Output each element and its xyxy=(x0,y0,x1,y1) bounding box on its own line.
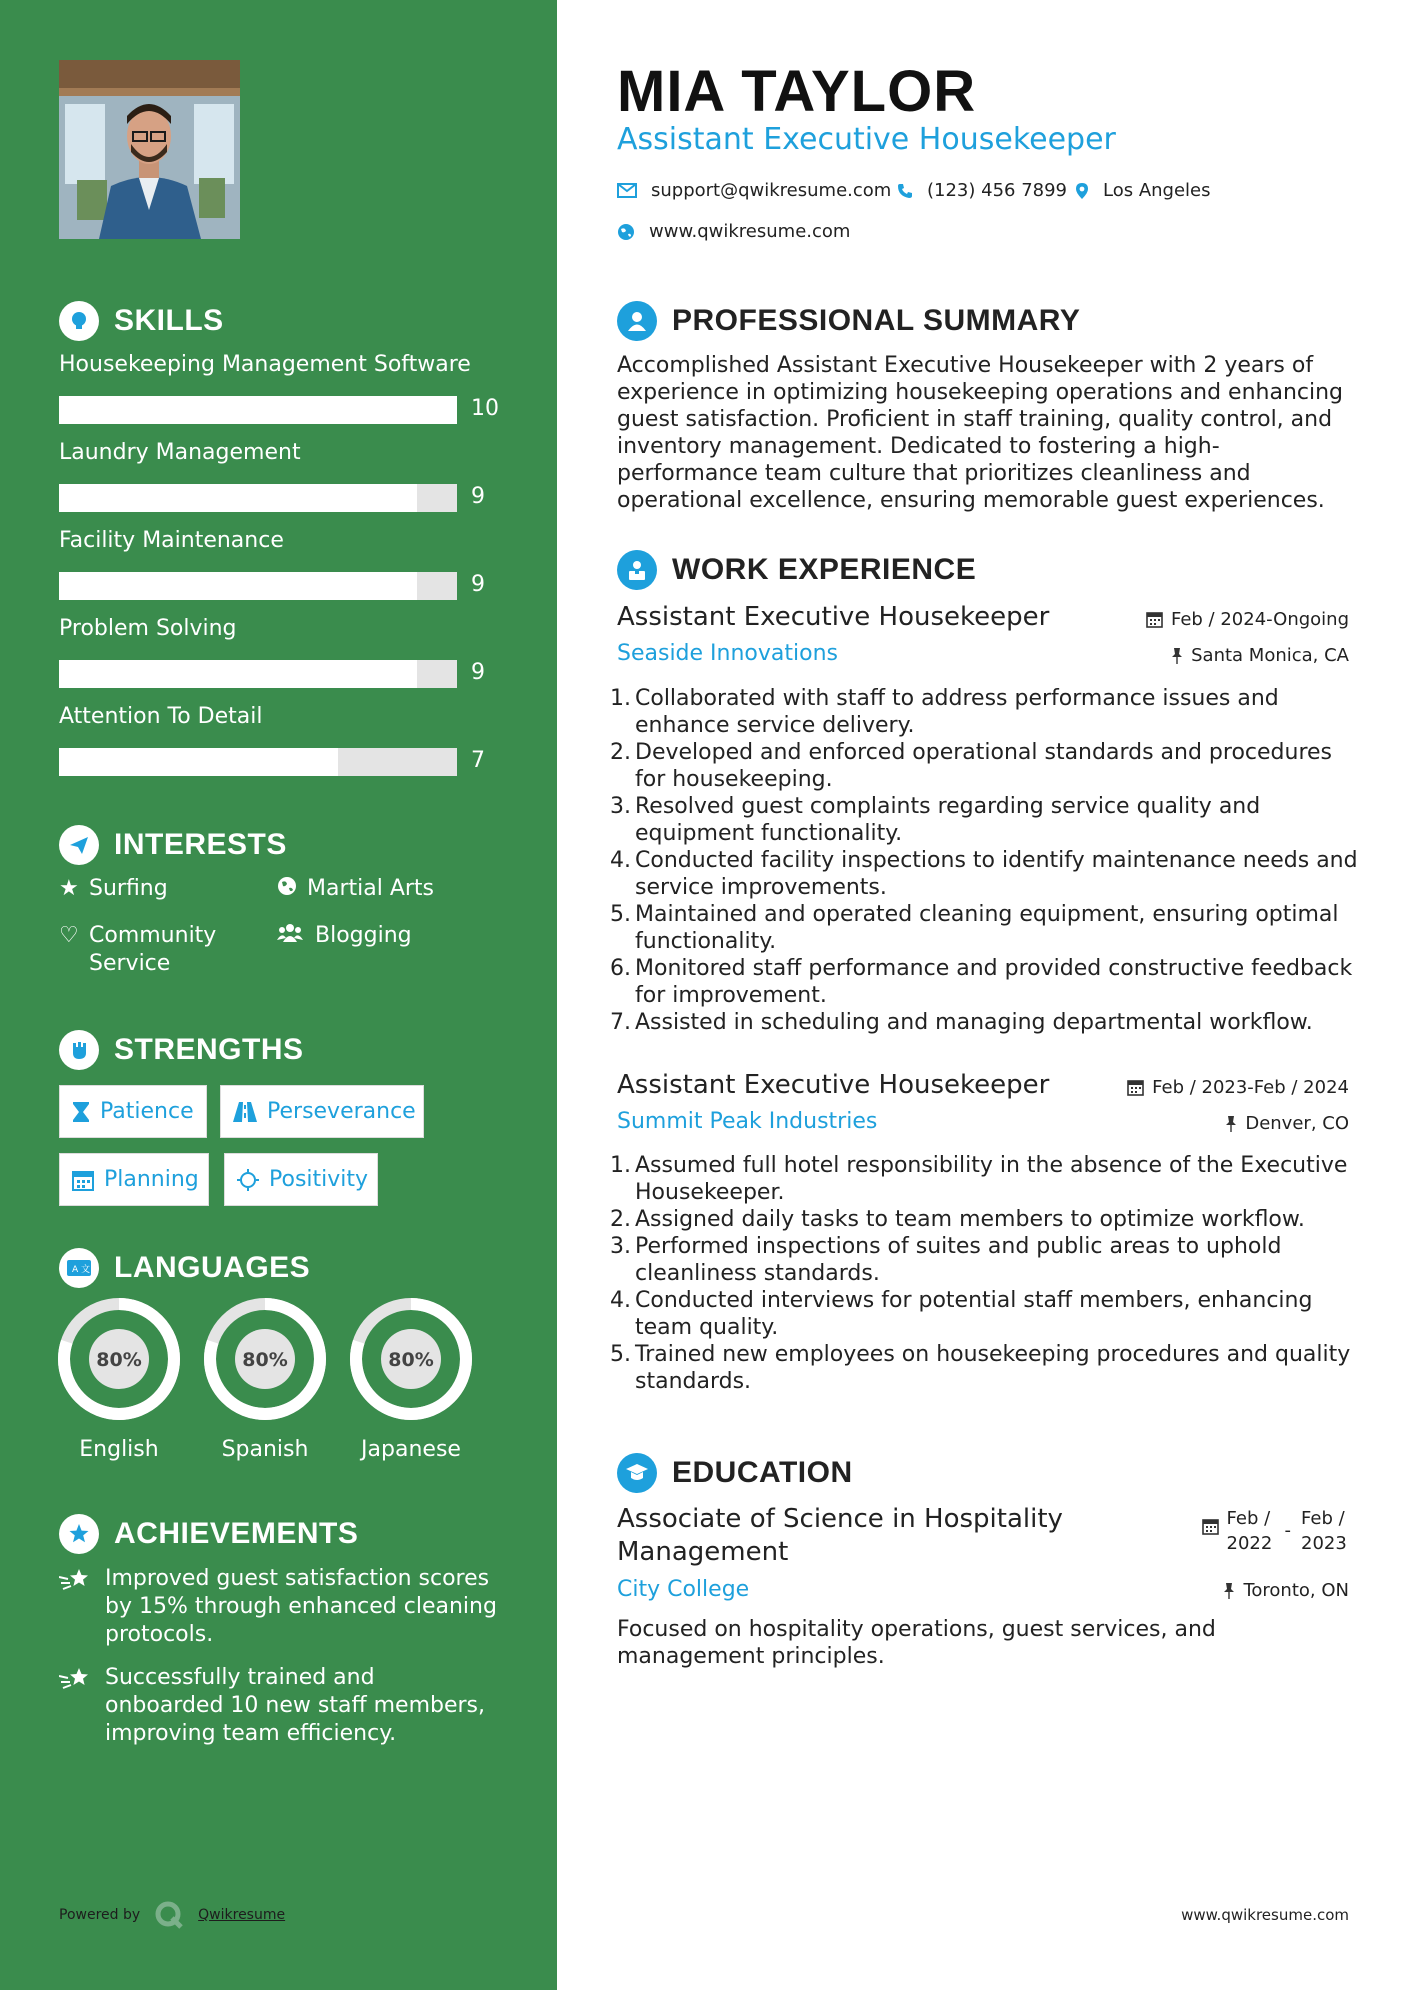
skill-bar xyxy=(59,660,457,688)
bullet-text: Assigned daily tasks to team members to optimize workflow. xyxy=(635,1207,1305,1232)
language-ring xyxy=(349,1297,473,1421)
strength-label: Positivity xyxy=(269,1167,369,1192)
globe-icon xyxy=(277,875,307,903)
pushpin-icon xyxy=(1225,1116,1237,1132)
education-date-start: Feb / 2022 xyxy=(1226,1508,1273,1554)
education-title: EDUCATION xyxy=(672,1456,853,1489)
strength-tag xyxy=(59,1153,209,1206)
job-bullet xyxy=(610,1287,1367,1341)
interest-label: Blogging xyxy=(315,923,412,948)
job-bullet xyxy=(610,955,1367,1009)
job-location xyxy=(1225,1113,1349,1134)
contact-website xyxy=(617,221,850,242)
languages-title: LANGUAGES xyxy=(114,1251,311,1284)
skill-bar-fill xyxy=(59,484,417,512)
star-icon: ★ xyxy=(59,876,79,901)
job-bullet xyxy=(610,1341,1367,1395)
interest-label: Surfing xyxy=(89,876,168,901)
hourglass-icon xyxy=(72,1101,90,1123)
calendar-icon xyxy=(72,1169,94,1191)
briefcase-user-icon xyxy=(617,550,657,590)
job-bullet xyxy=(610,793,1367,847)
bullet-text: Performed inspections of suites and public areas to uphold cleanliness standards. xyxy=(635,1234,1282,1286)
language-ring xyxy=(57,1297,181,1421)
bullet-text: Trained new employees on housekeeping procedures and quality standards. xyxy=(635,1342,1351,1394)
contact-email xyxy=(617,180,891,201)
job-bullet xyxy=(610,1009,1367,1036)
bullet-number: 4. xyxy=(610,1288,631,1313)
skill-bar-fill xyxy=(59,572,417,600)
envelope-icon xyxy=(617,183,637,198)
bullet-text: Collaborated with staff to address performance issues and enhance service delivery. xyxy=(635,686,1279,738)
job-title: Assistant Executive Housekeeper xyxy=(617,1070,1050,1100)
skill-bar xyxy=(59,572,457,600)
calendar-icon xyxy=(1146,611,1163,628)
skill-value: 7 xyxy=(471,748,485,773)
paper-plane-icon xyxy=(59,825,99,865)
job-bullets xyxy=(610,685,1367,1036)
bullet-text: Monitored staff performance and provided constructive feedback for improvement. xyxy=(635,956,1353,1008)
skill-value: 10 xyxy=(471,396,499,421)
shooting-star-icon xyxy=(59,1664,105,1748)
interest-item xyxy=(277,875,434,903)
bullet-number: 3. xyxy=(610,794,631,819)
job-location xyxy=(1171,645,1349,666)
job-location-text: Santa Monica, CA xyxy=(1191,645,1349,666)
job-bullet xyxy=(610,901,1367,955)
bullet-text: Conducted facility inspections to identify maintenance needs and service improvements. xyxy=(635,848,1358,900)
map-pin-icon xyxy=(1075,182,1089,200)
pushpin-icon xyxy=(1223,1583,1235,1599)
skill-label: Attention To Detail xyxy=(59,704,263,729)
achievement-text: Improved guest satisfaction scores by 15% through enhanced cleaning protocols. xyxy=(105,1566,497,1647)
skills-title: SKILLS xyxy=(114,304,224,337)
achievement-item xyxy=(59,1664,499,1748)
location-text: Los Angeles xyxy=(1103,180,1211,201)
education-heading xyxy=(617,1453,853,1493)
language-percent: 80% xyxy=(388,1349,434,1371)
interests-title: INTERESTS xyxy=(114,828,287,861)
lightbulb-icon xyxy=(59,301,99,341)
strength-tag xyxy=(224,1153,378,1206)
strengths-heading xyxy=(59,1030,304,1070)
experience-heading xyxy=(617,550,976,590)
language-icon xyxy=(59,1248,99,1288)
job-dates-text: Feb / 2023-Feb / 2024 xyxy=(1152,1077,1349,1098)
summary-title: PROFESSIONAL SUMMARY xyxy=(672,304,1081,337)
phone-text: (123) 456 7899 xyxy=(927,180,1068,201)
shooting-star-icon xyxy=(59,1565,105,1649)
strengths-title: STRENGTHS xyxy=(114,1033,304,1066)
job-dates-text: Feb / 2024-Ongoing xyxy=(1170,609,1349,630)
website-text[interactable]: www.qwikresume.com xyxy=(649,221,851,242)
job-bullet xyxy=(610,1152,1367,1206)
bullet-text: Resolved guest complaints regarding service quality and equipment functionality. xyxy=(635,794,1261,846)
qwikresume-link[interactable]: Qwikresume xyxy=(198,1907,286,1923)
bullet-number: 3. xyxy=(610,1234,631,1259)
bullet-text: Conducted interviews for potential staff members, enhancing team quality. xyxy=(635,1288,1313,1340)
skill-label: Laundry Management xyxy=(59,440,301,465)
strength-label: Perseverance xyxy=(267,1099,416,1124)
skill-bar xyxy=(59,396,457,424)
skill-item xyxy=(59,704,499,773)
education-dates xyxy=(1202,1506,1350,1556)
skill-label: Housekeeping Management Software xyxy=(59,352,471,377)
skill-value: 9 xyxy=(471,484,485,509)
interest-item xyxy=(59,922,249,978)
skill-label: Problem Solving xyxy=(59,616,237,641)
job-bullet xyxy=(610,847,1367,901)
education-location xyxy=(1223,1580,1349,1601)
powered-by xyxy=(59,1900,285,1930)
summary-heading xyxy=(617,301,1080,341)
skill-item xyxy=(59,440,499,509)
skill-value: 9 xyxy=(471,572,485,597)
contact-location xyxy=(1075,180,1211,201)
language-item xyxy=(203,1297,327,1462)
bullet-number: 1. xyxy=(610,1153,631,1178)
email-text[interactable]: support@qwikresume.com xyxy=(651,180,892,201)
users-icon xyxy=(277,922,315,952)
bullet-text: Developed and enforced operational standards and procedures for housekeeping. xyxy=(635,740,1332,792)
powered-by-label: Powered by xyxy=(59,1907,141,1923)
fist-icon xyxy=(59,1030,99,1070)
bullet-number: 1. xyxy=(610,686,631,711)
qwikresume-logo-icon xyxy=(154,1900,184,1930)
badge-star-icon xyxy=(59,1514,99,1554)
interest-item xyxy=(59,875,168,903)
interest-item xyxy=(277,922,412,952)
bullet-number: 7. xyxy=(610,1010,631,1035)
skill-item xyxy=(59,616,499,685)
sun-icon xyxy=(237,1169,259,1191)
profile-photo xyxy=(59,60,240,239)
bullet-number: 5. xyxy=(610,902,631,927)
skill-bar-fill xyxy=(59,396,457,424)
job-dates xyxy=(1127,1077,1349,1098)
language-percent: 80% xyxy=(242,1349,288,1371)
strength-tag xyxy=(59,1085,207,1138)
svg-text:文: 文 xyxy=(81,1265,91,1275)
date-separator: - xyxy=(1284,1520,1291,1541)
achievements-title: ACHIEVEMENTS xyxy=(114,1517,359,1550)
strength-tag xyxy=(220,1085,424,1138)
calendar-icon xyxy=(1127,1079,1144,1096)
phone-icon xyxy=(897,183,913,199)
job-company: Summit Peak Industries xyxy=(617,1109,878,1134)
job-title: Assistant Executive Housekeeper xyxy=(617,602,1050,632)
achievement-item xyxy=(59,1565,499,1649)
education-date-end: Feb / 2023 xyxy=(1301,1508,1347,1554)
language-ring xyxy=(203,1297,327,1421)
education-description: Focused on hospitality operations, guest services, and management principles. xyxy=(617,1617,1216,1669)
achievement-text: Successfully trained and onboarded 10 new staff members, improving team efficiency. xyxy=(105,1665,485,1746)
language-item xyxy=(57,1297,181,1462)
skills-heading xyxy=(59,301,224,341)
skill-label: Facility Maintenance xyxy=(59,528,284,553)
job-bullet xyxy=(610,739,1367,793)
languages-heading xyxy=(59,1248,310,1288)
job-bullet xyxy=(610,685,1367,739)
achievements-heading xyxy=(59,1514,358,1554)
road-icon xyxy=(233,1102,257,1122)
bullet-number: 6. xyxy=(610,956,631,981)
skill-item xyxy=(59,528,499,597)
candidate-title: Assistant Executive Housekeeper xyxy=(617,122,1116,157)
skill-value: 9 xyxy=(471,660,485,685)
job-company: Seaside Innovations xyxy=(617,641,838,666)
skill-item xyxy=(59,352,499,421)
strength-label: Planning xyxy=(104,1167,199,1192)
language-percent: 80% xyxy=(96,1349,142,1371)
bullet-number: 2. xyxy=(610,740,631,765)
summary-text: Accomplished Assistant Executive Housekeeper with 2 years of experience in optimizing housekeeping operations and enhancing guest satisfaction. Proficient in staff training, quality control, and inventory management. Dedicated to fostering a high-performance team culture that prioritizes cleanliness and operational excellence, ensuring memorable guest experiences. xyxy=(617,353,1344,513)
sidebar xyxy=(0,0,557,1990)
job-location-text: Denver, CO xyxy=(1245,1113,1349,1134)
bullet-number: 2. xyxy=(610,1207,631,1232)
skill-bar xyxy=(59,484,457,512)
job-bullet xyxy=(610,1233,1367,1287)
candidate-name: MIA TAYLOR xyxy=(617,59,977,124)
graduation-cap-icon xyxy=(617,1453,657,1493)
education-location-text: Toronto, ON xyxy=(1243,1580,1349,1601)
contact-phone xyxy=(897,180,1067,201)
language-item xyxy=(349,1297,473,1462)
bullet-number: 4. xyxy=(610,848,631,873)
job-bullet xyxy=(610,1206,1367,1233)
skill-bar xyxy=(59,748,457,776)
globe-icon xyxy=(617,223,635,241)
interest-label: Community Service xyxy=(89,923,217,976)
interests-heading xyxy=(59,825,287,865)
job-dates xyxy=(1146,609,1349,630)
interest-label: Martial Arts xyxy=(307,876,435,901)
bullet-text: Assumed full hotel responsibility in the absence of the Executive Housekeeper. xyxy=(635,1153,1348,1205)
main-content xyxy=(557,0,1407,1990)
degree: Associate of Science in Hospitality Management xyxy=(617,1504,1063,1567)
experience-title: WORK EXPERIENCE xyxy=(672,553,977,586)
user-icon xyxy=(617,301,657,341)
job-bullets xyxy=(610,1152,1367,1395)
heart-icon: ♡ xyxy=(59,923,79,948)
svg-text:A: A xyxy=(72,1265,79,1275)
language-name: Japanese xyxy=(361,1437,461,1462)
bullet-number: 5. xyxy=(610,1342,631,1367)
school-name: City College xyxy=(617,1577,750,1602)
calendar-icon xyxy=(1202,1518,1219,1535)
language-name: Spanish xyxy=(221,1437,309,1462)
skill-bar-fill xyxy=(59,748,338,776)
language-name: English xyxy=(79,1437,159,1462)
strength-label: Patience xyxy=(100,1099,194,1124)
footer-website[interactable]: www.qwikresume.com xyxy=(1181,1906,1349,1924)
pushpin-icon xyxy=(1171,648,1183,664)
bullet-text: Assisted in scheduling and managing departmental workflow. xyxy=(635,1010,1313,1035)
bullet-text: Maintained and operated cleaning equipment, ensuring optimal functionality. xyxy=(635,902,1339,954)
skill-bar-fill xyxy=(59,660,417,688)
